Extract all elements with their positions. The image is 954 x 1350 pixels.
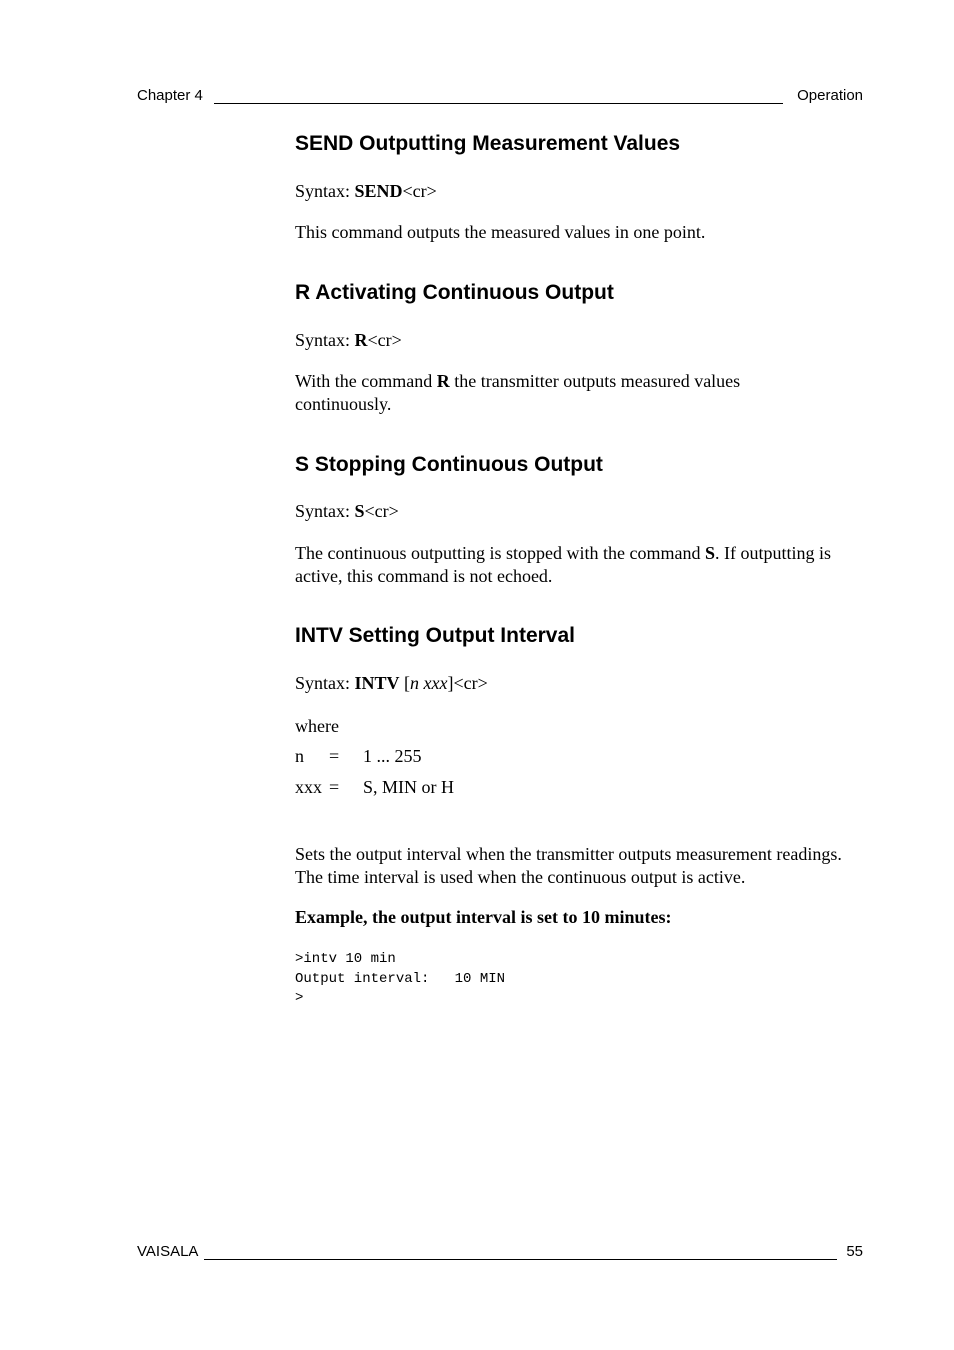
header-rule xyxy=(214,103,783,104)
syntax-command: R xyxy=(354,330,368,350)
syntax-s xyxy=(295,500,865,523)
syntax-command: S xyxy=(354,501,365,521)
code-line: > xyxy=(295,990,304,1006)
body-command: S xyxy=(704,543,715,563)
body-s xyxy=(295,542,865,588)
syntax-params: n xxx xyxy=(410,673,448,693)
syntax-label: Syntax: xyxy=(295,673,355,693)
syntax-terminator: <cr> xyxy=(364,501,399,521)
page-number: 55 xyxy=(846,1243,863,1260)
syntax-r xyxy=(295,329,865,352)
body-r xyxy=(295,370,795,416)
page-footer xyxy=(137,1243,863,1263)
body-text: . If outputting is active, this command is not echoed. xyxy=(295,543,831,586)
section-heading-intv: INTV Setting Output Interval xyxy=(295,624,576,647)
syntax-terminator: <cr> xyxy=(367,330,402,350)
body-text: With the command xyxy=(295,371,437,391)
code-example xyxy=(295,950,505,1009)
syntax-command: INTV xyxy=(354,673,400,693)
code-line: Output interval: 10 MIN xyxy=(295,970,506,987)
definition-term: xxx xyxy=(295,777,322,797)
definition-term: n xyxy=(295,746,304,766)
syntax-label: Syntax: xyxy=(295,181,355,201)
section-heading-s: S Stopping Continuous Output xyxy=(295,453,603,476)
body-text: The continuous outputting is stopped with the command xyxy=(295,543,705,563)
definition-equals: = xyxy=(329,746,340,766)
syntax-terminator: <cr> xyxy=(402,181,437,201)
syntax-intv xyxy=(295,672,865,695)
syntax-command: SEND xyxy=(354,181,403,201)
body-command: R xyxy=(436,371,450,391)
footer-brand: VAISALA xyxy=(137,1243,199,1260)
footer-rule xyxy=(204,1259,837,1260)
header-section: Operation xyxy=(797,87,863,104)
header-chapter: Chapter 4 xyxy=(137,87,203,104)
definition-value: S, MIN or H xyxy=(363,777,455,797)
syntax-terminator: ]<cr> xyxy=(447,673,488,693)
syntax-label: Syntax: xyxy=(295,501,355,521)
body-text: the transmitter outputs measured values continuously. xyxy=(295,371,741,414)
definition-equals: = xyxy=(329,777,340,797)
syntax-send xyxy=(295,180,865,203)
syntax-open-bracket: [ xyxy=(399,673,411,693)
syntax-label: Syntax: xyxy=(295,330,355,350)
body-send: This command outputs the measured values in one point. xyxy=(295,222,706,242)
section-heading-r: R Activating Continuous Output xyxy=(295,281,614,304)
definition-value: 1 ... 255 xyxy=(363,746,422,766)
body-intv: Sets the output interval when the transmitter outputs measurement readings. The time interval is used when the continuous output is active. xyxy=(295,844,842,887)
example-title: Example, the output interval is set to 10 minutes: xyxy=(295,907,672,927)
code-line: >intv 10 min xyxy=(295,951,396,967)
page-header xyxy=(137,87,863,107)
where-label: where xyxy=(295,716,339,736)
section-heading-send: SEND Outputting Measurement Values xyxy=(295,132,681,155)
